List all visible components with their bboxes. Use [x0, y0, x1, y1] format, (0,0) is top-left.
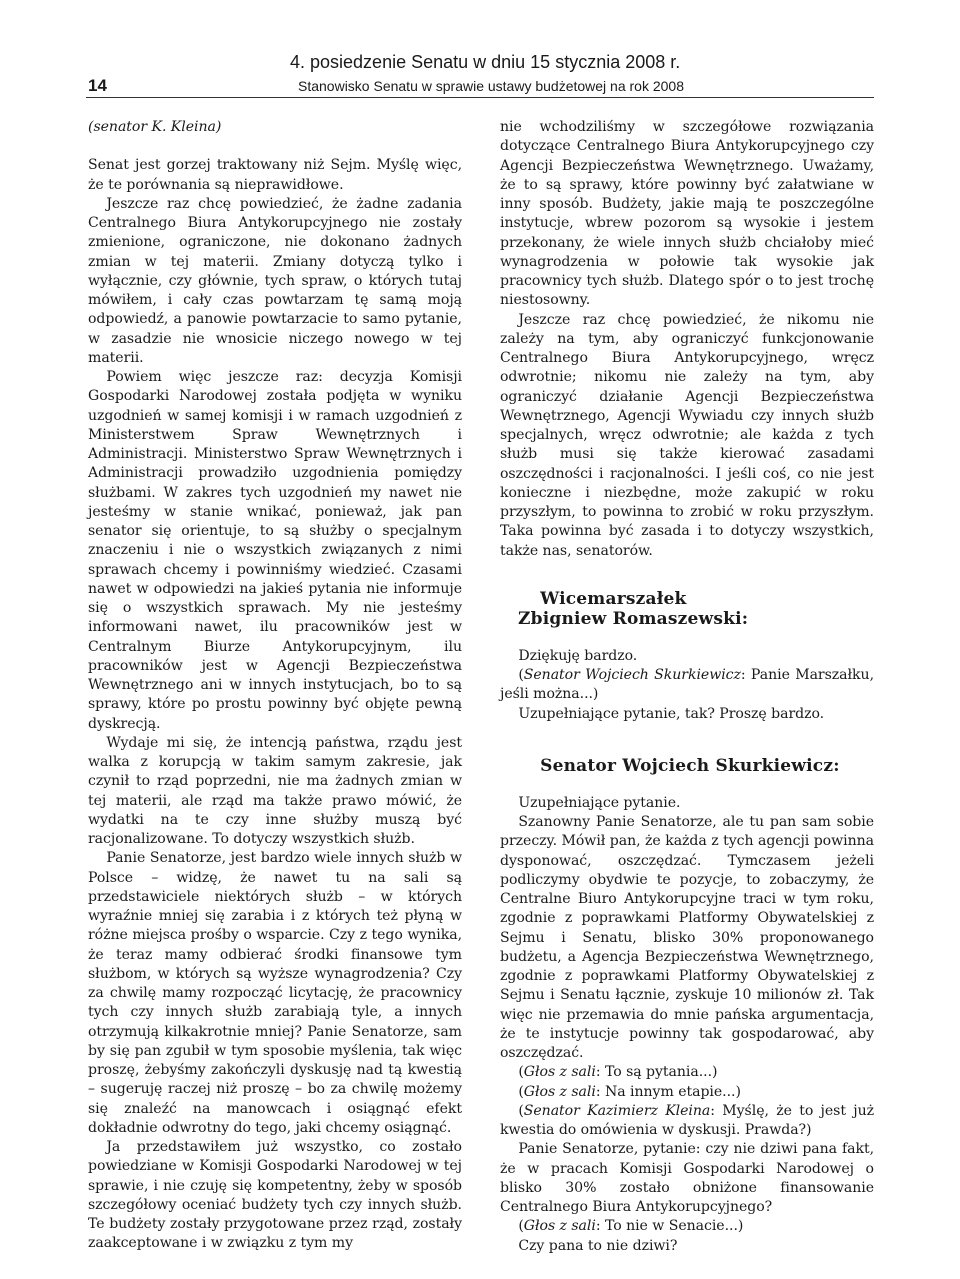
paragraph: Jeszcze raz chcę powiedzieć, że żadne zadania Centralnego Biura Antykorupcyjnego nie zostały zmienione, ograniczone, nie dokonano żadnych zmian w tej materii. Zmiany dotyczą tylko i wyłącznie, czy głównie, tych spraw, o których tutaj mówiłem, i cały czas powtarzam tę samą moją odpowiedź, a panowie powtarzacie to samo pytanie, w zasadzie nie wnosicie niczego nowego w tej materii.	[88, 195, 462, 366]
interjection-attribution: Senator Wojciech Skurkiewicz	[523, 667, 741, 683]
paragraph: Szanowny Panie Senatorze, ale tu pan sam sobie przeczy. Mówił pan, że każda z tych agencji powinna dysponować, oszczędzać. Tymczasem jeżeli podliczymy obydwie te pozycje, to zobaczymy, że Centralne Biuro Antykorupcyjne traci w tym roku, zgodnie z poprawkami Platformy Obywatelskiej z Sejmu i Senatu, blisko 30% proponowanego budżetu, a Agencja Bezpieczeństwa Wewnętrznego, zgodnie z poprawkami Platformy Obywatelskiej z Sejmu i Senatu łącznie, zyskuje 10 milionów zł. Tak więc nie przemawia do mnie pańska argumentacja, że te instytucje powinny tak gospodarować, aby oszczędzać.	[500, 814, 874, 1061]
paragraph: Ja przedstawiłem już wszystko, co zostało powiedziane w Komisji Gospodarki Narodowej w tej sprawie, i nie czuję się kompetentny, żeby w sposób szczegółowy oceniać budżety tych czy innych służb. Te budżety zostały przygotowane przez rząd, zostały zaakceptowane i w związku z tym my	[88, 1139, 462, 1252]
interjection-attribution: Głos z sali	[523, 1064, 596, 1081]
header-rule	[86, 97, 874, 98]
paragraph: Powiem więc jeszcze raz: decyzja Komisji Gospodarki Narodowej została podjęta w wyniku uzgodnień w samej komisji i w ramach uzgodnień z Ministerstwem Spraw Wewnętrznych i Administracji. Ministerstwo Spraw Wewnętrznych i Administracji prowadziło uzgodnienia pomiędzy służbami. W zakres tych uzgodnień my nawet nie jesteśmy w stanie wnikać, ponieważ, jak pan senator się orientuje, to są służby o specjalnym znaczeniu i nie o wszystkich związanych z nimi sprawach chcemy i powinniśmy wiedzieć. Czasami nawet w odpowiedzi na jakieś pytania nie informuje się o wszystkich sprawach. My nie jesteśmy informowani nawet, ilu pracowników jest w Centralnym Biurze Antykorupcyjnym, ilu pracowników jest w Agencji Bezpieczeństwa Wewnętrznego ani w innych instytucjach, bo to są sprawy, które po prostu powinny być objęte pewną dyskrecją.	[88, 369, 462, 732]
interjection: (Głos z sali: To nie w Senacie...)	[518, 1218, 744, 1235]
speaker-continuation-note: (senator K. Kleina)	[88, 119, 222, 135]
paragraph: Czy pana to nie dziwi?	[518, 1237, 678, 1254]
interjection: (Senator Kazimierz Kleina: Myślę, że to jest już kwestia do omówienia w dyskusji. Prawda?)	[500, 1102, 874, 1138]
interjection-attribution: Głos z sali	[523, 1083, 596, 1100]
paragraph: Uzupełniające pytanie, tak? Proszę bardzo.	[518, 705, 825, 722]
interjection: (Głos z sali: To są pytania...)	[518, 1064, 718, 1081]
speaker-heading: Senator Wojciech Skurkiewicz:	[540, 755, 840, 776]
section-subtitle: Stanowisko Senatu w sprawie ustawy budżetowej na rok 2008	[298, 78, 684, 94]
page-header	[0, 0, 960, 100]
interjection: (Głos z sali: Na innym etapie...)	[518, 1083, 741, 1100]
paragraph: nie wchodziliśmy w szczegółowe rozwiązania dotyczące Centralnego Biura Antykorupcyjnego czy Agencji Bezpieczeństwa Wewnętrznego. Uważamy, że to są sprawy, które powinny być załatwiane w inny sposób. Budżety, jakie mają te poszczególne instytucje, wbrew pozorom są wysokie i jestem przekonany, że wiele innych służb chciałoby mieć wynagrodzenia w połowie tak wysokie jak pracownicy tych służb. Dlatego spór o to jest trochę niestosowny.	[500, 119, 874, 309]
speaker-name: Zbigniew Romaszewski:	[518, 608, 749, 629]
session-title: 4. posiedzenie Senatu w dniu 15 stycznia 2008 r.	[290, 52, 681, 72]
left-column	[88, 118, 462, 1254]
interjection-attribution: Głos z sali	[523, 1218, 596, 1235]
paragraph: Panie Senatorze, jest bardzo wiele innych służb w Polsce – widzę, że nawet tu na sali są przedstawiciele niektórych służb – w których wyraźnie mniej się zarabia i z których też płyną w różne miejsca prośby o wsparcie. Czy z tego wynika, że teraz mamy odbierać środki finansowe tym służbom, w których są wyższe wynagrodzenia? Czy za chwilę mamy rozpocząć licytację, że pracownicy tych czy innych służb zarabiają tyle, a innych otrzymują kilkakrotnie mniej? Panie Senatorze, sam by się pan zgubił w tym sposobie myślenia, tak więc proszę, żebyśmy zakończyli dyskusję nad tą kwestią – sugeruję raczej niż proszę – bo za chwilę możemy się znaleźć na manowcach i osiągnąć efekt dokładnie odwrotny do tego, jaki chcemy osiągnąć.	[88, 850, 462, 1136]
page-number: 14	[88, 76, 107, 95]
paragraph: Panie Senatorze, pytanie: czy nie dziwi pana fakt, że w pracach Komisji Gospodarki Narodowej o blisko 30% zostało obniżone finansowanie Centralnego Biura Antykorupcyjnego?	[500, 1141, 874, 1215]
interjection-attribution: Senator Kazimierz Kleina	[523, 1102, 711, 1119]
speaker-title: Wicemarszałek	[540, 588, 687, 609]
paragraph: Wydaje mi się, że intencją państwa, rządu jest walka z korupcją w takim samym zakresie, jak czynił to rząd poprzedni, nie ma żadnych zmian w tej materii, ale rząd ma także prawo mówić, że wydatki na te czy inne służby muszą być racjonalizowane. To dotyczy wszystkich służb.	[88, 734, 462, 847]
paragraph: Dziękuję bardzo.	[518, 647, 638, 664]
right-column	[500, 118, 874, 1256]
speaker-heading	[518, 589, 874, 629]
interjection: (Senator Wojciech Skurkiewicz: Panie Marszałku, jeśli można...)	[500, 667, 874, 703]
paragraph: Uzupełniające pytanie.	[518, 794, 681, 811]
paragraph: Jeszcze raz chcę powiedzieć, że nikomu nie zależy na tym, aby ograniczyć funkcjonowanie Centralnego Biura Antykorupcyjnego, wręcz odwrotnie; nikomu nie zależy na tym, aby ograniczyć działanie Agencji Bezpieczeństwa Wewnętrznego, Agencji Wywiadu czy innych służb specjalnych, wręcz odwrotnie; ale każda z tych służb musi się także kierować zasadami oszczędności i racjonalności. I jeśli coś, co nie jest konieczne i niezbędne, może zakupić w roku przyszłym, to powinna to zrobić w roku przyszłym. Taka powinna być zasada i to dotyczy wszystkich, także nas, senatorów.	[500, 311, 874, 559]
paragraph: Senat jest gorzej traktowany niż Sejm. Myślę więc, że te porównania są nieprawidłowe.	[88, 157, 462, 193]
